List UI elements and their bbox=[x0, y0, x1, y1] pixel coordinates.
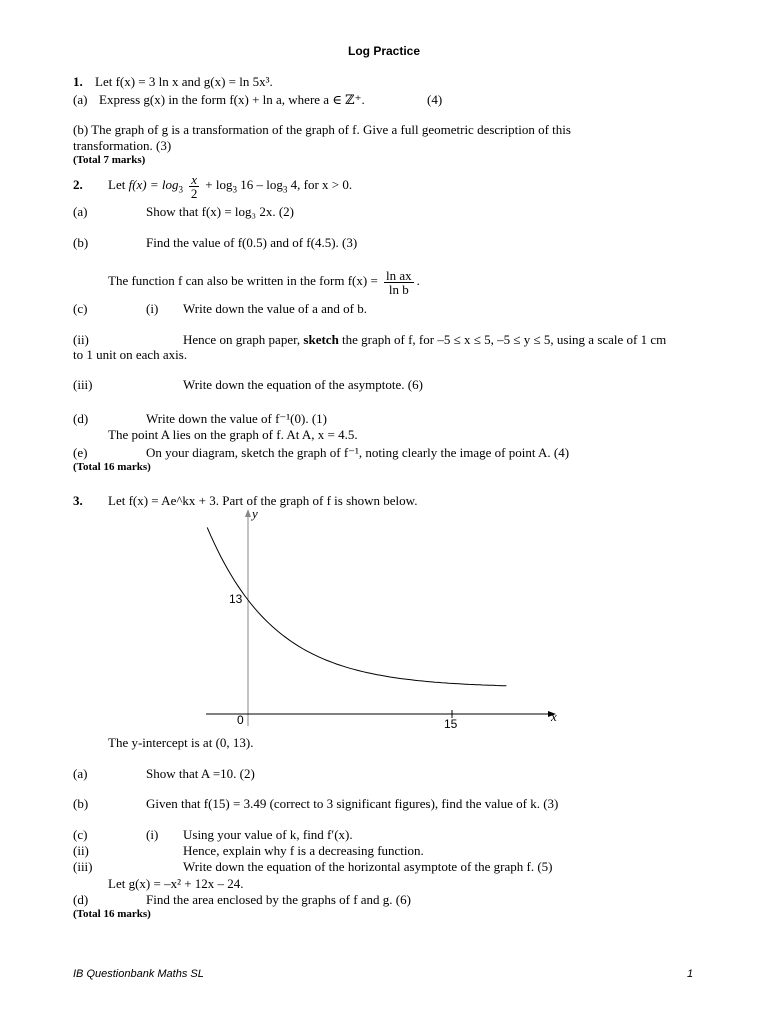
q1-a-marks: (4) bbox=[427, 92, 443, 107]
q3-c-i-text: Using your value of k, find f′(x). bbox=[183, 827, 353, 842]
q1-a-label: (a) bbox=[73, 92, 88, 107]
q3-c-iii-text: Write down the equation of the horizontal asymptote of the graph f. (5) bbox=[183, 859, 553, 874]
q3-total: (Total 16 marks) bbox=[73, 908, 151, 920]
q3-intercept: The y-intercept is at (0, 13). bbox=[108, 735, 254, 750]
q3-c-ii: (ii) bbox=[73, 843, 89, 858]
q2-c-ii-pre: Hence on graph paper, bbox=[183, 332, 301, 347]
q2-c-iii: (iii) bbox=[73, 377, 93, 392]
q3-b-label: (b) bbox=[73, 796, 89, 811]
q2-d-text: Write down the value of f⁻¹(0). (1) bbox=[146, 411, 327, 426]
q2-frac-num: x bbox=[191, 171, 198, 187]
q2-stem-pre: Let bbox=[108, 177, 126, 192]
q2-total: (Total 16 marks) bbox=[73, 461, 151, 473]
q1-a-text: Express g(x) in the form f(x) + ln a, where a ∈ ℤ⁺. bbox=[99, 92, 365, 107]
q3-a-label: (a) bbox=[73, 766, 88, 781]
q2-b-label: (b) bbox=[73, 235, 89, 250]
q3-number: 3. bbox=[73, 493, 83, 508]
q2-c-label: (c) bbox=[73, 301, 88, 316]
q2-e-text: On your diagram, sketch the graph of f⁻¹, noting clearly the image of point A. (4) bbox=[146, 445, 570, 460]
q2-frac-den: 2 bbox=[190, 185, 198, 201]
q1-number: 1. bbox=[73, 74, 83, 89]
x-tick-label: 15 bbox=[444, 717, 458, 731]
q2-stem-post-a: + log bbox=[205, 177, 233, 192]
q2-alt-form bbox=[108, 266, 420, 296]
q1-b-text: (b) The graph of g is a transformation of the graph of f. Give a full geometric description of this bbox=[73, 122, 571, 137]
q2-alt-num: ln ax bbox=[386, 267, 412, 283]
q1-stem: Let f(x) = 3 ln x and g(x) = ln 5x³. bbox=[95, 74, 273, 89]
origin-label: 0 bbox=[237, 713, 244, 727]
q2-point-a: The point A lies on the graph of f. At A, x = 4.5. bbox=[108, 427, 358, 442]
q2-alt-fraction bbox=[384, 269, 414, 296]
q2-b-text: Find the value of f(0.5) and of f(4.5). (3) bbox=[146, 235, 358, 250]
q2-sub3-b: 3 bbox=[232, 184, 237, 195]
q3-c-label: (c) bbox=[73, 827, 88, 842]
q2-stem-post-b: 16 – log bbox=[240, 177, 283, 192]
q2-sub3: 3 bbox=[178, 184, 184, 195]
q2-alt-den: ln b bbox=[388, 281, 409, 297]
q2-c-ii-bold: sketch bbox=[303, 332, 339, 347]
q3-d-label: (d) bbox=[73, 892, 89, 907]
q2-c-ii-post: the graph of f, for –5 ≤ x ≤ 5, –5 ≤ y ≤ 5, using a scale of 1 cm bbox=[342, 332, 667, 347]
q3-a-text: Show that A =10. (2) bbox=[146, 766, 255, 781]
y-tick-label: 13 bbox=[229, 592, 243, 606]
q1-b-text-cont: transformation. (3) bbox=[73, 138, 172, 153]
x-axis-label: x bbox=[551, 709, 557, 724]
q2-d-label: (d) bbox=[73, 411, 89, 426]
q3-stem: Let f(x) = Ae^kx + 3. Part of the graph of f is shown below. bbox=[108, 493, 418, 508]
q2-number: 2. bbox=[73, 177, 83, 192]
q2-stem-fx: f(x) = log bbox=[128, 177, 179, 192]
q1-total: (Total 7 marks) bbox=[73, 154, 146, 166]
q3-g-def: Let g(x) = –x² + 12x – 24. bbox=[108, 876, 244, 891]
q3-b-text: Given that f(15) = 3.49 (correct to 3 significant figures), find the value of k. (3) bbox=[146, 796, 559, 811]
y-axis-label: y bbox=[252, 506, 258, 521]
q2-c-ii-cont: to 1 unit on each axis. bbox=[73, 347, 188, 362]
q2-c-ii: (ii) bbox=[73, 332, 89, 347]
q3-d-text: Find the area enclosed by the graphs of f and g. (6) bbox=[146, 892, 411, 907]
q2-c-i: (i) bbox=[146, 301, 159, 316]
q2-stem-post-c: 4, for x > 0. bbox=[290, 177, 353, 192]
q2-alt-post: . bbox=[416, 273, 420, 288]
page-title: Log Practice bbox=[348, 44, 421, 58]
q2-alt-pre: The function f can also be written in the form f(x) = bbox=[108, 273, 378, 288]
q2-a-label: (a) bbox=[73, 204, 88, 219]
y-axis-arrow bbox=[245, 509, 251, 517]
q2-sub3-c: 3 bbox=[282, 184, 288, 195]
q3-c-ii-text: Hence, explain why f is a decreasing function. bbox=[183, 843, 424, 858]
q2-stem bbox=[108, 170, 352, 200]
footer-source: IB Questionbank Maths SL bbox=[73, 968, 204, 980]
function-curve bbox=[207, 527, 506, 685]
q2-fraction bbox=[189, 173, 199, 200]
q2-c-ii-text bbox=[183, 332, 666, 347]
q3-c-i: (i) bbox=[146, 827, 159, 842]
exponential-graph bbox=[190, 505, 570, 735]
q2-e-label: (e) bbox=[73, 445, 88, 460]
q3-c-iii: (iii) bbox=[73, 859, 93, 874]
page-number: 1 bbox=[687, 968, 694, 980]
q2-c-i-text: Write down the value of a and of b. bbox=[183, 301, 367, 316]
q2-a-text: Show that f(x) = log₃ 2x. (2) bbox=[146, 204, 294, 219]
q2-c-iii-text: Write down the equation of the asymptote. (6) bbox=[183, 377, 423, 392]
